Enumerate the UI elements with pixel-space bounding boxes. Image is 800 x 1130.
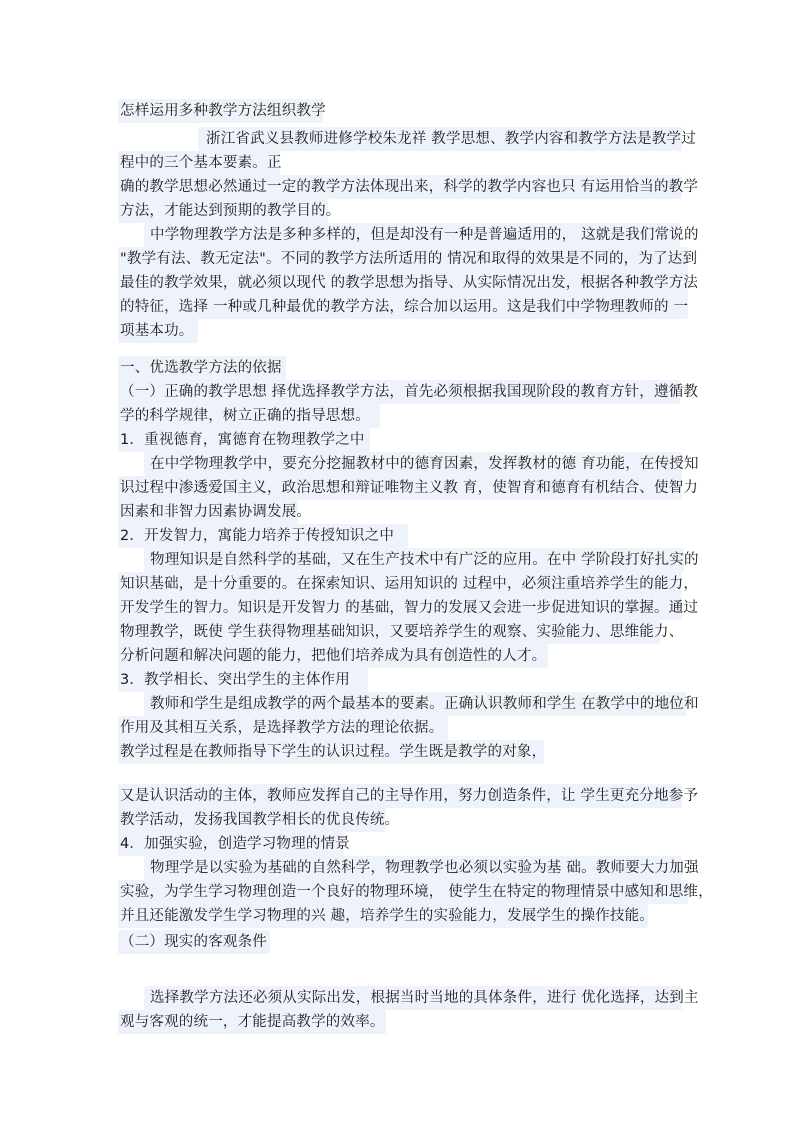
text-line: 作用及其相互关系，是选择教学方法的理论依据。 — [120, 720, 444, 736]
text-line: 最佳的教学效果，就必须以现代 的教学思想为指导、从实际情况出发，根据各种教学方法 — [120, 275, 699, 291]
text-line: （一）正确的教学思想 择优选择教学方法，首先必须根据我国现阶段的教育方针，遵循教 — [120, 384, 699, 400]
text-line: 物理知识是自然科学的基础，又在生产技术中有广泛的应用。在中 学阶段打好扎实的 — [150, 552, 699, 568]
text-line: 浙江省武义县教师进修学校朱龙祥 教学思想、教学内容和教学方法是教学过 — [206, 131, 696, 147]
text-line: 物理学是以实验为基础的自然科学，物理教学也必须以实验为基 础。教师要大力加强 — [150, 860, 699, 876]
subheading: 1．重视德育，寓德育在物理教学之中 — [120, 432, 365, 448]
section-heading: （二）现实的客观条件 — [120, 934, 267, 950]
text-line: 教学活动，发扬我国教学相长的优良传统。 — [120, 812, 400, 828]
document-title: 怎样运用多种教学方法组织教学 — [120, 103, 326, 119]
section-heading: 一、优选教学方法的依据 — [120, 360, 282, 376]
text-line: 方法，才能达到预期的教学目的。 — [120, 203, 341, 219]
text-line: 项基本功。 — [120, 323, 194, 339]
text-line: 物理教学，既使 学生获得物理基础知识，又要培养学生的观察、实验能力、思维能力、 — [120, 624, 684, 640]
text-line: 选择教学方法还必须从实际出发，根据当时当地的具体条件，进行 优化选择，达到主 — [150, 990, 699, 1006]
text-line: 并且还能激发学生学习物理的兴 趣，培养学生的实验能力，发展学生的操作技能。 — [120, 908, 655, 924]
text-line: 学的科学规律，树立正确的指导思想。 — [120, 408, 370, 424]
text-line: 知识基础，是十分重要的。在探索知识、运用知识的 过程中，必须注重培养学生的能力， — [120, 576, 699, 592]
text-line: 识过程中渗透爱国主义，政治思想和辩证唯物主义教 育，使智育和德育有机结合、使智力 — [120, 480, 699, 496]
text-line: 分析问题和解决问题的能力，把他们培养成为具有创造性的人才。 — [120, 648, 547, 664]
text-line: 又是认识活动的主体，教师应发挥自己的主导作用，努力创造条件，让 学生更充分地参予 — [120, 788, 699, 804]
subheading: 4．加强实验，创造学习物理的情景 — [120, 836, 350, 852]
text-line: 确的教学思想必然通过一定的教学方法体现出来，科学的教学内容也只 有运用恰当的教学 — [120, 179, 699, 195]
text-line: 观与客观的统一，才能提高教学的效率。 — [120, 1014, 385, 1030]
text-line: 教师和学生是组成教学的两个最基本的要素。正确认识教师和学生 在教学中的地位和 — [150, 696, 699, 712]
text-line: 程中的三个基本要素。正 — [120, 155, 282, 171]
text-line: 开发学生的智力。知识是开发智力 的基础，智力的发展又会进一步促进知识的掌握。通过 — [120, 600, 699, 616]
subheading: 3．教学相长、突出学生的主体作用 — [120, 672, 350, 688]
text-line: 中学物理教学方法是多种多样的，但是却没有一种是普遍适用的， 这就是我们常说的 — [150, 227, 699, 243]
text-line: 的特征，选择 一种或几种最优的教学方法，综合加以运用。这是我们中学物理教师的 一 — [120, 299, 689, 315]
text-line: "教学有法、教无定法"。不同的教学方法所适用的 情况和取得的效果是不同的，为了达到 — [120, 251, 698, 267]
text-line: 实验，为学生学习物理创造一个良好的物理环境， 使学生在特定的物理情景中感知和思维， — [120, 884, 713, 900]
text-line: 因素和非智力因素协调发展。 — [120, 504, 312, 520]
text-line: 教学过程是在教师指导下学生的认识过程。学生既是教学的对象， — [120, 744, 547, 760]
subheading: 2．开发智力，寓能力培养于传授知识之中 — [120, 528, 395, 544]
text-line: 在中学物理教学中，要充分挖掘教材中的德育因素，发挥教材的德 育功能，在传授知 — [150, 456, 699, 472]
